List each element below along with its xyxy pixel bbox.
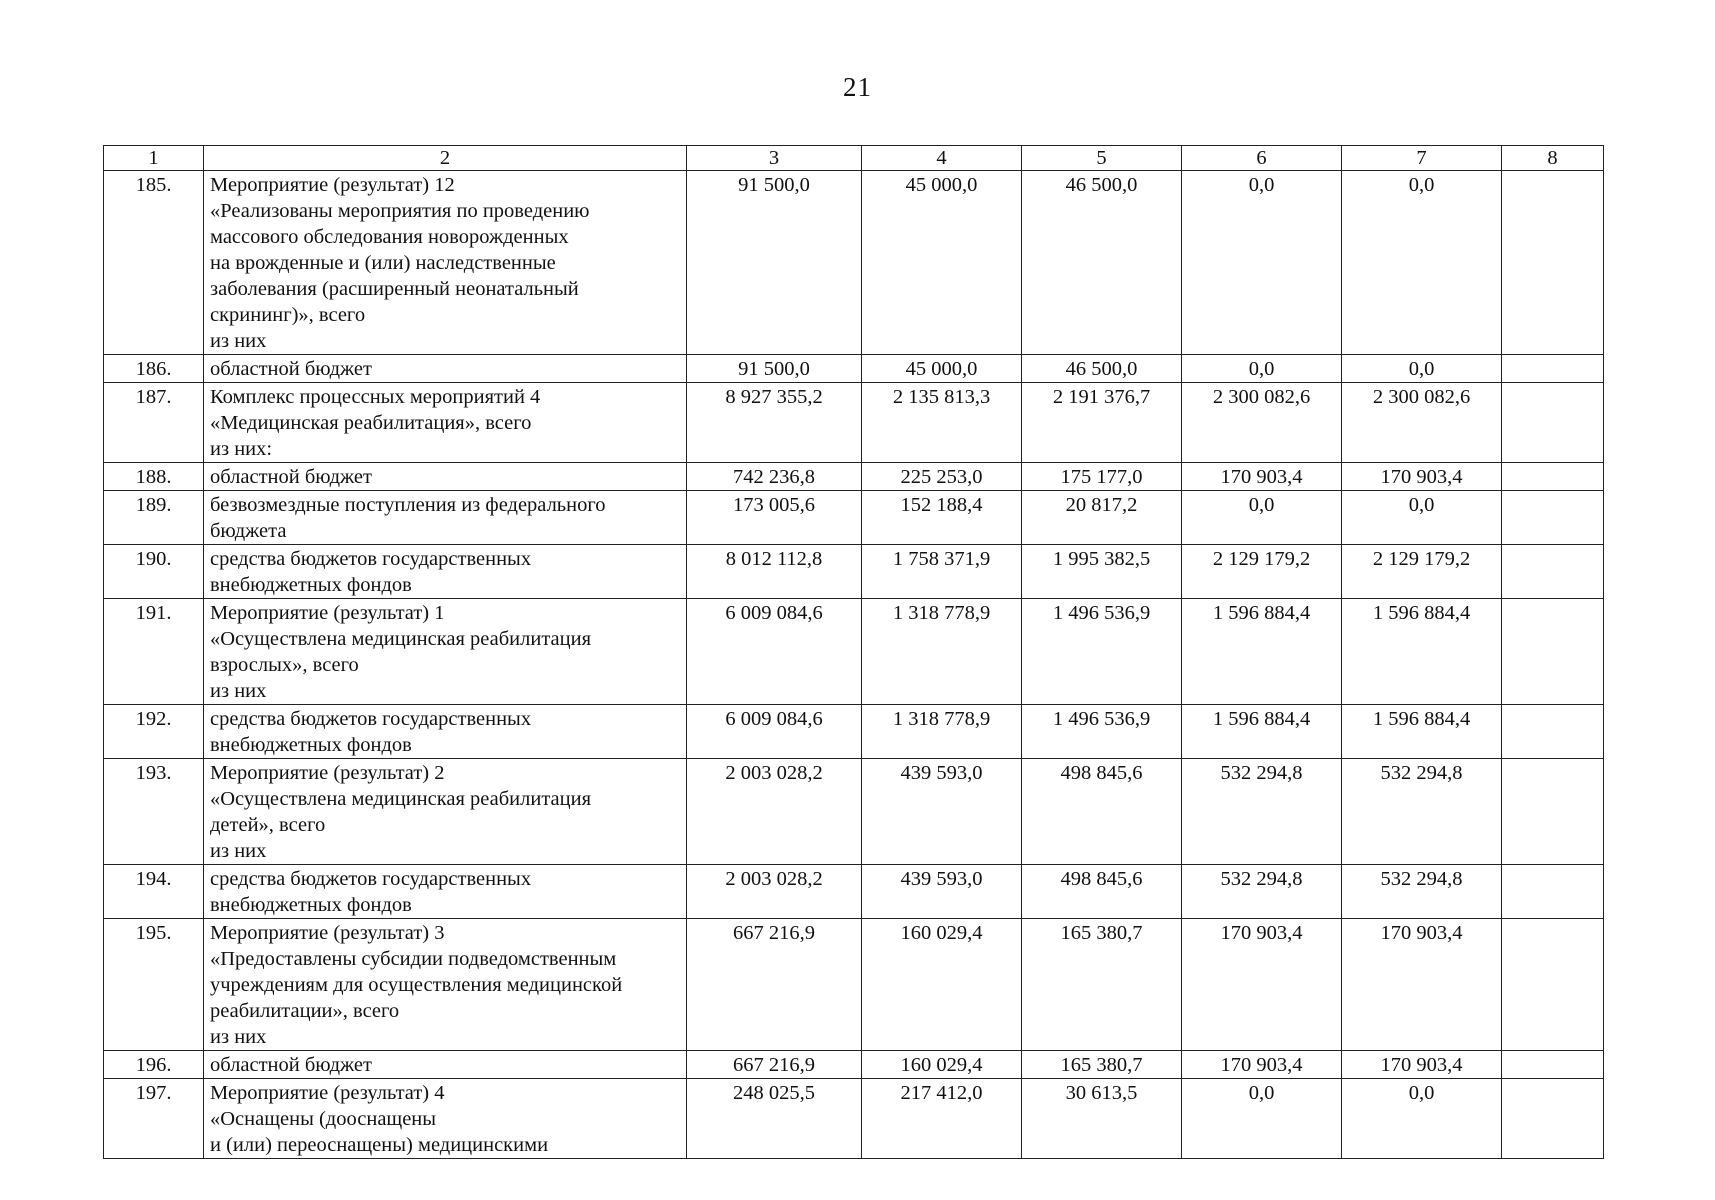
- value-cell-col6: 2 300 082,6: [1182, 383, 1342, 463]
- column-header: 3: [687, 146, 862, 171]
- value-cell-col6: 532 294,8: [1182, 865, 1342, 919]
- value-cell-col4: 225 253,0: [862, 463, 1022, 491]
- description-line: внебюджетных фондов: [210, 574, 412, 596]
- row-number: 185.: [104, 171, 204, 355]
- column-header: 7: [1342, 146, 1502, 171]
- row-number: 189.: [104, 491, 204, 545]
- value-cell-col6: 0,0: [1182, 1079, 1342, 1159]
- description-line: внебюджетных фондов: [210, 734, 412, 756]
- column-header: 8: [1502, 146, 1604, 171]
- value-cell-col6: 0,0: [1182, 355, 1342, 383]
- description-line: Комплекс процессных мероприятий 4: [210, 386, 541, 408]
- value-cell-col5: 1 995 382,5: [1022, 545, 1182, 599]
- column-header: 1: [104, 146, 204, 171]
- description-line: «Осуществлена медицинская реабилитация: [210, 628, 592, 650]
- value-cell-col8: [1502, 171, 1604, 355]
- value-cell-col5: 1 496 536,9: [1022, 599, 1182, 705]
- value-cell-col4: 2 135 813,3: [862, 383, 1022, 463]
- column-header: 5: [1022, 146, 1182, 171]
- value-cell-col5: 165 380,7: [1022, 1051, 1182, 1079]
- table-header-row: [104, 146, 1604, 171]
- value-cell-col6: 0,0: [1182, 171, 1342, 355]
- description-line: Мероприятие (результат) 4: [210, 1082, 445, 1104]
- value-cell-col8: [1502, 545, 1604, 599]
- value-cell-col6: 170 903,4: [1182, 919, 1342, 1051]
- row-description: [204, 919, 687, 1051]
- value-cell-col7: 0,0: [1342, 355, 1502, 383]
- value-cell-col4: 45 000,0: [862, 355, 1022, 383]
- description-line: бюджета: [210, 520, 287, 542]
- table-row: [104, 491, 1604, 545]
- value-cell-col7: 532 294,8: [1342, 865, 1502, 919]
- description-line: «Оснащены (дооснащены: [210, 1108, 437, 1130]
- value-cell-col6: 170 903,4: [1182, 463, 1342, 491]
- value-cell-col7: 1 596 884,4: [1342, 599, 1502, 705]
- value-cell-col5: 2 191 376,7: [1022, 383, 1182, 463]
- description-line: областной бюджет: [210, 1054, 372, 1076]
- value-cell-col5: 1 496 536,9: [1022, 705, 1182, 759]
- description-line: массового обследования новорожденных: [210, 226, 569, 248]
- value-cell-col8: [1502, 759, 1604, 865]
- description-line: средства бюджетов государственных: [210, 548, 532, 570]
- row-number: 187.: [104, 383, 204, 463]
- value-cell-col4: 439 593,0: [862, 759, 1022, 865]
- column-header: 2: [204, 146, 687, 171]
- value-cell-col3: 91 500,0: [687, 171, 862, 355]
- column-header: 6: [1182, 146, 1342, 171]
- value-cell-col7: 170 903,4: [1342, 1051, 1502, 1079]
- value-cell-col7: 0,0: [1342, 171, 1502, 355]
- value-cell-col5: 175 177,0: [1022, 463, 1182, 491]
- value-cell-col8: [1502, 355, 1604, 383]
- value-cell-col6: 1 596 884,4: [1182, 705, 1342, 759]
- value-cell-col6: 170 903,4: [1182, 1051, 1342, 1079]
- description-line: внебюджетных фондов: [210, 894, 412, 916]
- description-line: взрослых», всего: [210, 654, 359, 676]
- value-cell-col3: 8 927 355,2: [687, 383, 862, 463]
- table-row: [104, 545, 1604, 599]
- value-cell-col7: 2 300 082,6: [1342, 383, 1502, 463]
- row-number: 193.: [104, 759, 204, 865]
- value-cell-col4: 217 412,0: [862, 1079, 1022, 1159]
- description-line: и (или) переоснащены) медицинскими: [210, 1134, 549, 1156]
- value-cell-col4: 152 188,4: [862, 491, 1022, 545]
- value-cell-col3: 2 003 028,2: [687, 865, 862, 919]
- description-line: областной бюджет: [210, 358, 372, 380]
- value-cell-col7: 0,0: [1342, 491, 1502, 545]
- row-number: 186.: [104, 355, 204, 383]
- value-cell-col3: 6 009 084,6: [687, 705, 862, 759]
- value-cell-col7: 170 903,4: [1342, 463, 1502, 491]
- value-cell-col4: 1 318 778,9: [862, 705, 1022, 759]
- description-line: Мероприятие (результат) 2: [210, 762, 445, 784]
- value-cell-col7: 2 129 179,2: [1342, 545, 1502, 599]
- row-description: [204, 759, 687, 865]
- description-line: детей», всего: [210, 814, 326, 836]
- value-cell-col3: 2 003 028,2: [687, 759, 862, 865]
- value-cell-col5: 30 613,5: [1022, 1079, 1182, 1159]
- row-description: [204, 865, 687, 919]
- table-row: [104, 705, 1604, 759]
- description-line: средства бюджетов государственных: [210, 708, 532, 730]
- description-line: областной бюджет: [210, 466, 372, 488]
- description-line: скрининг)», всего: [210, 304, 366, 326]
- value-cell-col3: 667 216,9: [687, 919, 862, 1051]
- value-cell-col8: [1502, 491, 1604, 545]
- table-row: [104, 463, 1604, 491]
- description-line: заболевания (расширенный неонатальный: [210, 278, 579, 300]
- row-description: [204, 705, 687, 759]
- description-line: средства бюджетов государственных: [210, 868, 532, 890]
- description-line: из них:: [210, 438, 273, 460]
- table-row: [104, 171, 1604, 355]
- row-number: 190.: [104, 545, 204, 599]
- value-cell-col3: 91 500,0: [687, 355, 862, 383]
- table-row: [104, 599, 1604, 705]
- value-cell-col5: 165 380,7: [1022, 919, 1182, 1051]
- table-row: [104, 919, 1604, 1051]
- row-description: [204, 491, 687, 545]
- value-cell-col8: [1502, 865, 1604, 919]
- value-cell-col3: 173 005,6: [687, 491, 862, 545]
- description-line: из них: [210, 680, 267, 702]
- row-number: 192.: [104, 705, 204, 759]
- table-body: [104, 171, 1604, 1159]
- description-line: из них: [210, 330, 267, 352]
- budget-table: [103, 145, 1604, 1159]
- value-cell-col4: 1 318 778,9: [862, 599, 1022, 705]
- value-cell-col3: 667 216,9: [687, 1051, 862, 1079]
- row-description: [204, 1051, 687, 1079]
- value-cell-col5: 46 500,0: [1022, 171, 1182, 355]
- table-row: [104, 355, 1604, 383]
- value-cell-col8: [1502, 1051, 1604, 1079]
- value-cell-col8: [1502, 919, 1604, 1051]
- description-line: безвозмездные поступления из федерального: [210, 494, 606, 516]
- value-cell-col8: [1502, 463, 1604, 491]
- description-line: «Реализованы мероприятия по проведению: [210, 200, 590, 222]
- row-number: 194.: [104, 865, 204, 919]
- value-cell-col7: 1 596 884,4: [1342, 705, 1502, 759]
- description-line: из них: [210, 840, 267, 862]
- table-row: [104, 865, 1604, 919]
- table-row: [104, 383, 1604, 463]
- description-line: Мероприятие (результат) 12: [210, 174, 455, 196]
- row-number: 188.: [104, 463, 204, 491]
- row-number: 197.: [104, 1079, 204, 1159]
- value-cell-col5: 498 845,6: [1022, 865, 1182, 919]
- value-cell-col3: 248 025,5: [687, 1079, 862, 1159]
- description-line: из них: [210, 1026, 267, 1048]
- value-cell-col8: [1502, 705, 1604, 759]
- value-cell-col4: 1 758 371,9: [862, 545, 1022, 599]
- value-cell-col5: 46 500,0: [1022, 355, 1182, 383]
- value-cell-col4: 45 000,0: [862, 171, 1022, 355]
- value-cell-col7: 170 903,4: [1342, 919, 1502, 1051]
- value-cell-col3: 742 236,8: [687, 463, 862, 491]
- row-number: 191.: [104, 599, 204, 705]
- value-cell-col4: 160 029,4: [862, 1051, 1022, 1079]
- description-line: «Медицинская реабилитация», всего: [210, 412, 532, 434]
- table-row: [104, 1079, 1604, 1159]
- description-line: учреждениям для осуществления медицинской: [210, 974, 623, 996]
- value-cell-col3: 6 009 084,6: [687, 599, 862, 705]
- row-description: [204, 383, 687, 463]
- row-number: 195.: [104, 919, 204, 1051]
- value-cell-col7: 0,0: [1342, 1079, 1502, 1159]
- description-line: «Осуществлена медицинская реабилитация: [210, 788, 592, 810]
- row-number: 196.: [104, 1051, 204, 1079]
- table-row: [104, 1051, 1604, 1079]
- value-cell-col6: 1 596 884,4: [1182, 599, 1342, 705]
- row-description: [204, 463, 687, 491]
- value-cell-col6: 532 294,8: [1182, 759, 1342, 865]
- page-number: 21: [843, 72, 872, 102]
- value-cell-col7: 532 294,8: [1342, 759, 1502, 865]
- row-description: [204, 355, 687, 383]
- row-description: [204, 1079, 687, 1159]
- value-cell-col3: 8 012 112,8: [687, 545, 862, 599]
- column-header: 4: [862, 146, 1022, 171]
- description-line: «Предоставлены субсидии подведомственным: [210, 948, 617, 970]
- table-row: [104, 759, 1604, 865]
- value-cell-col8: [1502, 599, 1604, 705]
- row-description: [204, 599, 687, 705]
- description-line: Мероприятие (результат) 1: [210, 602, 445, 624]
- row-description: [204, 171, 687, 355]
- value-cell-col4: 439 593,0: [862, 865, 1022, 919]
- value-cell-col8: [1502, 383, 1604, 463]
- row-description: [204, 545, 687, 599]
- description-line: реабилитации», всего: [210, 1000, 400, 1022]
- value-cell-col6: 0,0: [1182, 491, 1342, 545]
- value-cell-col4: 160 029,4: [862, 919, 1022, 1051]
- description-line: на врожденные и (или) наследственные: [210, 252, 556, 274]
- value-cell-col5: 498 845,6: [1022, 759, 1182, 865]
- value-cell-col8: [1502, 1079, 1604, 1159]
- description-line: Мероприятие (результат) 3: [210, 922, 445, 944]
- value-cell-col5: 20 817,2: [1022, 491, 1182, 545]
- value-cell-col6: 2 129 179,2: [1182, 545, 1342, 599]
